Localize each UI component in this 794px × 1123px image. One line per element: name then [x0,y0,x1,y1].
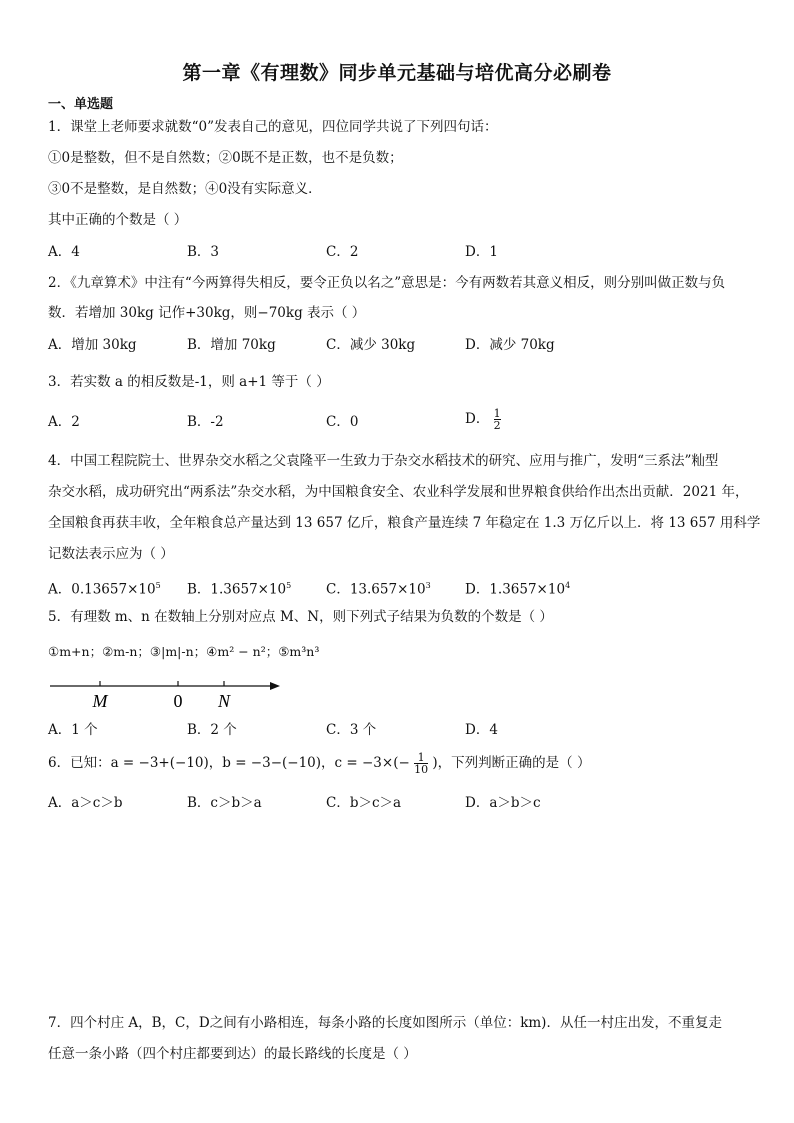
q1-line3: ③0不是整数，是自然数；④0没有实际意义． [48,181,322,197]
q3-option-a: A．2 [48,414,80,430]
q1-line2: ①0是整数，但不是自然数；②0既不是正数，也不是负数； [48,150,403,166]
q6-option-d: D．a＞b＞c [465,795,541,811]
q4-option-b [187,577,291,599]
q7-line2: 任意一条小路（四个村庄都要到达）的最长路线的长度是（ ） [48,1046,417,1062]
q4-option-d [465,577,570,599]
q4-option-a-exp: 5 [155,581,161,590]
q6-option-b: B．c＞b＞a [187,795,262,811]
q4-stem: 4．中国工程院院士、世界杂交水稻之父袁隆平一生致力于杂交水稻技术的研究、应用与推广，发明“三系法”籼型 [48,453,719,469]
q5-option-b: B．2 个 [187,722,237,738]
q4-option-d-base: D．1.3657×10 [465,581,566,598]
number-line-figure [48,676,288,712]
q4-option-d-exp: 4 [565,581,571,590]
q4-option-b-base: B．1.3657×10 [187,581,287,598]
q2-option-b: B．增加 70kg [187,337,276,353]
q4-option-c-exp: 3 [425,581,431,590]
q4-line4: 记数法表示应为（ ） [48,546,174,562]
q4-option-c-base: C．13.657×10 [326,581,426,598]
q4-line3: 全国粮食再获丰收，全年粮食总产量达到 13 657 亿斤，粮食产量连续 7 年稳定在 1.3 万亿斤以上．将 13 657 用科学 [48,515,761,531]
q6-option-a: A．a＞c＞b [48,795,123,811]
q5-option-d: D．4 [465,722,498,738]
q4-option-a [48,577,161,599]
q4-line2: 杂交水稻，成功研究出“两系法”杂交水稻，为中国粮食安全、农业科学发展和世界粮食供给作出杰出贡献．2021 年， [48,484,749,500]
q6-option-c: C．b＞c＞a [326,795,402,811]
label-zero: 0 [173,691,183,711]
q2-stem: 2．《九章算术》中注有“今两算得失相反，要令正负以名之”意思是：今有两数若其意义相反，则分别叫做正数与负 [48,275,726,291]
q1-option-c: C．2 [326,244,359,260]
q5-expressions: ①m+n；②m-n；③|m|-n；④m² − n²；⑤m³n³ [48,644,320,659]
q2-line2: 数．若增加 30kg 记作+30kg，则−70kg 表示（ ） [48,305,366,321]
fraction-denominator: 10 [414,763,429,776]
q1-stem: 1．课堂上老师要求就数“0”发表自己的意见，四位同学共说了下列四句话： [48,119,498,135]
q5-stem: 5．有理数 m、n 在数轴上分别对应点 M、N，则下列式子结果为负数的个数是（ ） [48,609,553,625]
fraction-numerator: 1 [493,407,501,420]
label-m: M [92,691,108,711]
q3-option-c: C．0 [326,414,359,430]
q2-option-d: D．减少 70kg [465,337,555,353]
q1-option-b: B．3 [187,244,220,260]
q7-stem: 7．四个村庄 A，B，C，D之间有小路相连，每条小路的长度如图所示（单位：km)．从任一村庄出发，不重复走 [48,1015,722,1031]
q1-option-d: D．1 [465,244,498,260]
axis-arrow-icon [270,682,280,690]
fraction-denominator: 2 [493,419,501,432]
q5-option-c: C．3 个 [326,722,377,738]
q3-stem: 3．若实数 a 的相反数是-1，则 a+1 等于（ ） [48,374,330,390]
q4-option-b-exp: 5 [286,581,292,590]
q1-option-a: A．4 [48,244,80,260]
q3-option-b: B．-2 [187,414,224,430]
q5-option-a: A．1 个 [48,722,98,738]
q6-stem-part2: )，下列判断正确的是（ ） [432,755,591,771]
q2-option-c: C．减少 30kg [326,337,416,353]
q3-option-d-fraction [494,408,501,431]
q6-stem [48,752,590,775]
label-n: N [217,691,231,711]
fraction-numerator: 1 [417,751,425,764]
q1-line4: 其中正确的个数是（ ） [48,212,188,228]
page-title: 第一章《有理数》同步单元基础与培优高分必刷卷 [182,62,612,84]
q6-fraction [414,752,428,775]
q6-stem-part1: 6．已知：a = −3+(−10)，b = −3−(−10)，c = −3×(− [48,755,410,771]
q2-option-a: A．增加 30kg [48,337,137,353]
q3-option-d [465,408,501,431]
q3-option-d-label: D． [465,411,490,427]
q4-option-c [326,577,431,599]
q4-option-a-base: A．0.13657×10 [48,581,156,598]
section-heading: 一、单选题 [48,97,114,112]
